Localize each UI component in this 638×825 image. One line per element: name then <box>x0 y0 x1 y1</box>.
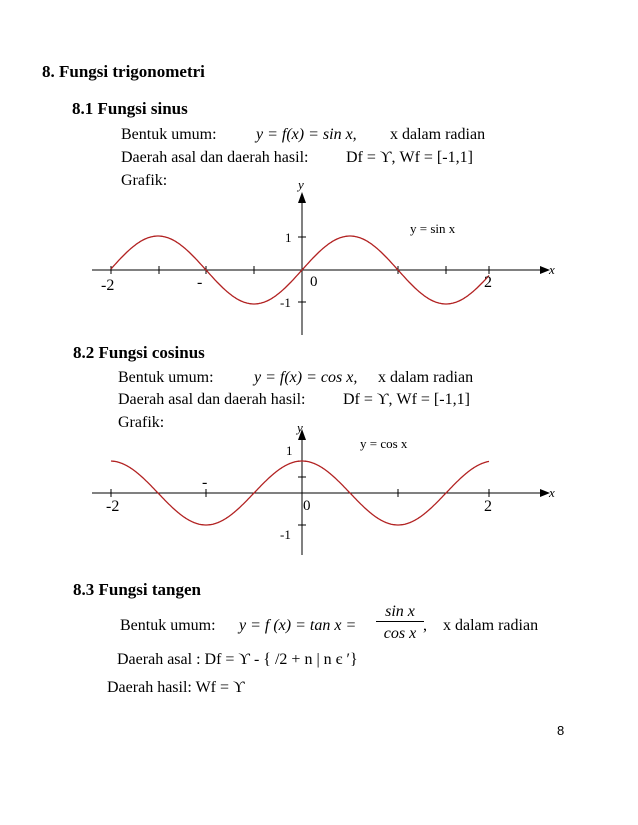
sinus-heading: 8.1 Fungsi sinus <box>72 99 188 118</box>
cos-origin-label: 0 <box>303 498 311 514</box>
cosinus-daerah-label: Daerah asal dan daerah hasil: <box>118 391 306 408</box>
sinus-bentuk-formula: y = f(x) = sin x, <box>256 126 357 143</box>
tangen-asal: Daerah asal : Df = ϒ - { /2 + n | n є ′} <box>117 651 358 668</box>
cos-tick-label-x-right: 2 <box>484 498 492 515</box>
tangen-heading: 8.3 Fungsi tangen <box>73 580 201 599</box>
cos-tick-label-y-neg: -1 <box>280 527 291 542</box>
tangen-hasil: Daerah hasil: Wf = ϒ <box>107 679 245 696</box>
cosinus-heading: 8.2 Fungsi cosinus <box>73 343 205 362</box>
cosinus-bentuk-formula: y = f(x) = cos x, <box>254 369 358 386</box>
tangen-bentuk-formula: y = f (x) = tan x = <box>239 617 357 634</box>
sin-origin-label: 0 <box>310 274 318 290</box>
cos-tick-label-x-mid-left: - <box>202 474 208 491</box>
cosinus-bentuk-note: x dalam radian <box>378 369 474 386</box>
cos-tick-label-x-left: -2 <box>106 498 120 515</box>
sinus-daerah-formula: Df = ϒ, Wf = [-1,1] <box>346 149 473 166</box>
tangen-bentuk-note: x dalam radian <box>443 617 539 634</box>
cos-tick-label-y-pos: 1 <box>286 443 293 458</box>
sinus-grafik-label: Grafik: <box>121 172 168 189</box>
sin-tick-label-x-mid-left: - <box>197 274 203 291</box>
sin-y-label: y <box>298 177 304 192</box>
section-title: 8. Fungsi trigonometri <box>42 62 205 81</box>
tangen-frac <box>375 603 425 643</box>
tangen-frac-num: sin x <box>376 603 424 622</box>
cosinus-daerah-formula: Df = ϒ, Wf = [-1,1] <box>343 391 470 408</box>
sin-tick-label-x-left: -2 <box>101 277 115 294</box>
sinus-bentuk-label: Bentuk umum: <box>121 126 217 143</box>
sinus-daerah-label: Daerah asal dan daerah hasil: <box>121 149 309 166</box>
sinus-bentuk-note: x dalam radian <box>390 126 486 143</box>
tangen-bentuk-label: Bentuk umum: <box>120 617 216 634</box>
sin-x-label: x <box>549 262 555 277</box>
cosinus-bentuk-label: Bentuk umum: <box>118 369 214 386</box>
cos-x-label: x <box>549 485 555 500</box>
sin-tick-label-y-pos: 1 <box>285 230 292 245</box>
cos-y-label: y <box>297 420 303 435</box>
cos-curve-label: y = cos x <box>360 436 408 451</box>
page-number: 8 <box>557 723 565 738</box>
tangen-frac-comma: , <box>423 617 427 634</box>
sin-tick-label-x-right: 2 <box>484 274 492 291</box>
tangen-frac-den: cos x <box>383 625 417 642</box>
cosinus-grafik-label: Grafik: <box>118 414 165 431</box>
sin-tick-label-y-neg: -1 <box>280 295 291 310</box>
sin-curve-label: y = sin x <box>410 221 456 236</box>
